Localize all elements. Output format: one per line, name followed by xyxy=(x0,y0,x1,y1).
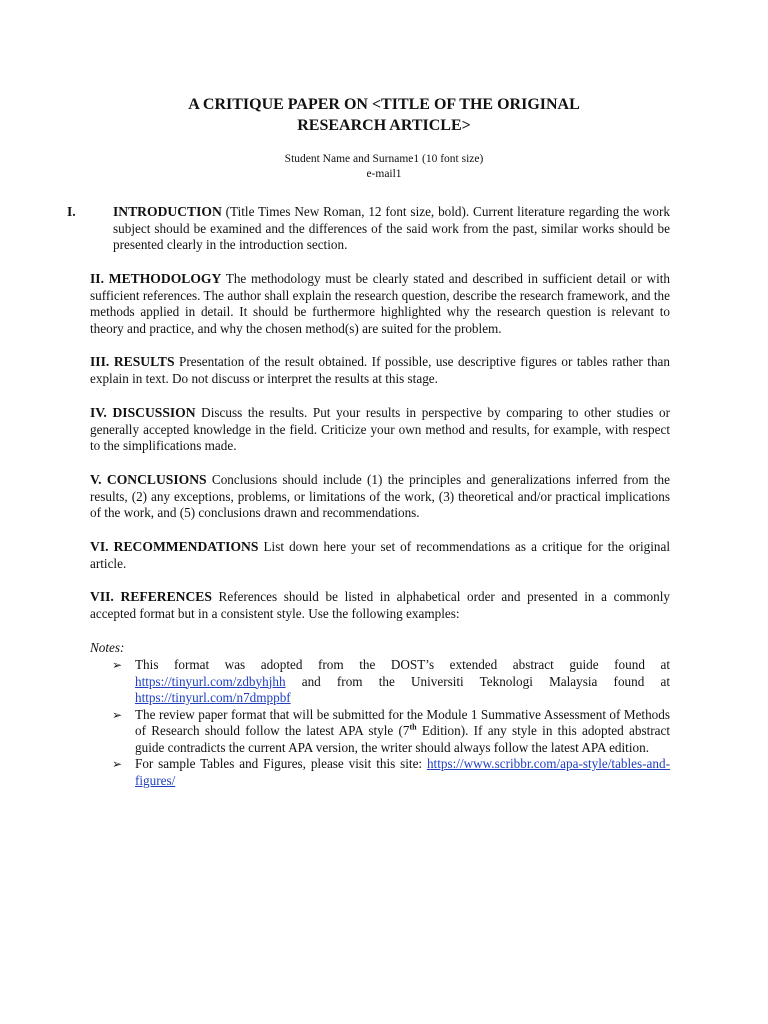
notes-list xyxy=(112,657,670,789)
note-2-text-b: Edition). If any style in this adopted abstract guide contradicts the current APA version, the writer should always follow the latest APA edition. xyxy=(135,723,670,755)
methodology-text: The methodology must be clearly stated and described in sufficient detail or with sufficient references. The author shall explain the research question, describe the research framework, and the methods applied in detail. It should be furthermore highlighted why the research question is relevant to theory and practice, and why the chosen method(s) are suited for the problem. xyxy=(90,271,670,336)
arrow-bullet-icon: ➢ xyxy=(112,707,123,722)
utm-guide-link[interactable]: https://tinyurl.com/n7dmppbf xyxy=(135,690,291,705)
results-text: Presentation of the result obtained. If possible, use descriptive figures or tables rather than explain in text. Do not discuss or interpret the results at this stage. xyxy=(90,354,671,386)
arrow-bullet-icon: ➢ xyxy=(112,658,123,672)
note-1-text-a: This format was adopted from the DOST’s extended abstract guide found at xyxy=(135,657,670,672)
section-discussion xyxy=(90,405,670,455)
paper-title-line-1: A CRITIQUE PAPER ON <TITLE OF THE ORIGINAL xyxy=(188,96,580,113)
author-name: Student Name and Surname1 (10 font size) xyxy=(284,153,484,165)
section-introduction xyxy=(67,204,670,254)
results-heading: III. RESULTS xyxy=(90,354,175,369)
paper-title-line-2: RESEARCH ARTICLE> xyxy=(297,117,471,134)
recommendations-heading: VI. RECOMMENDATIONS xyxy=(90,539,259,554)
discussion-heading: IV. DISCUSSION xyxy=(90,405,196,420)
introduction-heading: INTRODUCTION xyxy=(113,204,222,219)
author-email: e-mail1 xyxy=(366,168,402,180)
note-item-2 xyxy=(112,707,670,757)
introduction-first-line xyxy=(67,204,670,254)
notes-label: Notes: xyxy=(90,640,125,655)
arrow-bullet-icon: ➢ xyxy=(112,757,123,771)
dost-guide-link[interactable]: https://tinyurl.com/zdbyhjhh xyxy=(135,673,286,689)
paper-title xyxy=(0,94,768,136)
note-2-text-a: The review paper format that will be submitted for the Module 1 Summative Assessment of Methods of Research should follow the latest APA style (7 xyxy=(135,706,670,738)
scribbr-tables-link[interactable]: https://www.scribbr.com/apa-style/tables-and-figures/ xyxy=(135,756,670,788)
note-1-text-b: and from the Universiti Teknologi Malaysia found at xyxy=(285,673,670,689)
conclusions-text: Conclusions should include (1) the principles and generalizations inferred from the results, (2) any exceptions, problems, or limitations of the work, (3) theoretical and/or practical implications of the work, and (5) conclusions drawn and recommendations. xyxy=(90,472,671,520)
references-heading: VII. REFERENCES xyxy=(90,589,212,604)
note-item-3 xyxy=(112,756,670,789)
section-recommendations xyxy=(90,539,670,572)
note-item-1 xyxy=(112,657,670,707)
section-references xyxy=(90,589,670,622)
note-3-text-a: For sample Tables and Figures, please visit this site: xyxy=(135,756,427,771)
conclusions-heading: V. CONCLUSIONS xyxy=(90,472,207,487)
references-text: References should be listed in alphabetical order and presented in a commonly accepted format but in a consistent style. Use the following examples: xyxy=(90,589,670,621)
introduction-text: (Title Times New Roman, 12 font size, bold). Current literature regarding the work subject should be examined and the differences of the said work from the past, similar works should be presented clearly in the introduction section. xyxy=(113,204,670,252)
section-methodology xyxy=(90,271,670,337)
discussion-text: Discuss the results. Put your results in perspective by comparing to other studies or generally accepted knowledge in the field. Criticize your own method and results, for example, with respect to the simplifications made. xyxy=(90,405,671,453)
section-results xyxy=(90,354,670,387)
methodology-heading: II. METHODOLOGY xyxy=(90,271,222,286)
note-2-superscript: th xyxy=(409,722,417,732)
author-block xyxy=(0,152,768,182)
section-conclusions xyxy=(90,472,670,522)
introduction-number: I. xyxy=(67,204,76,219)
recommendations-text: List down here your set of recommendations as a critique for the original article. xyxy=(90,539,670,571)
